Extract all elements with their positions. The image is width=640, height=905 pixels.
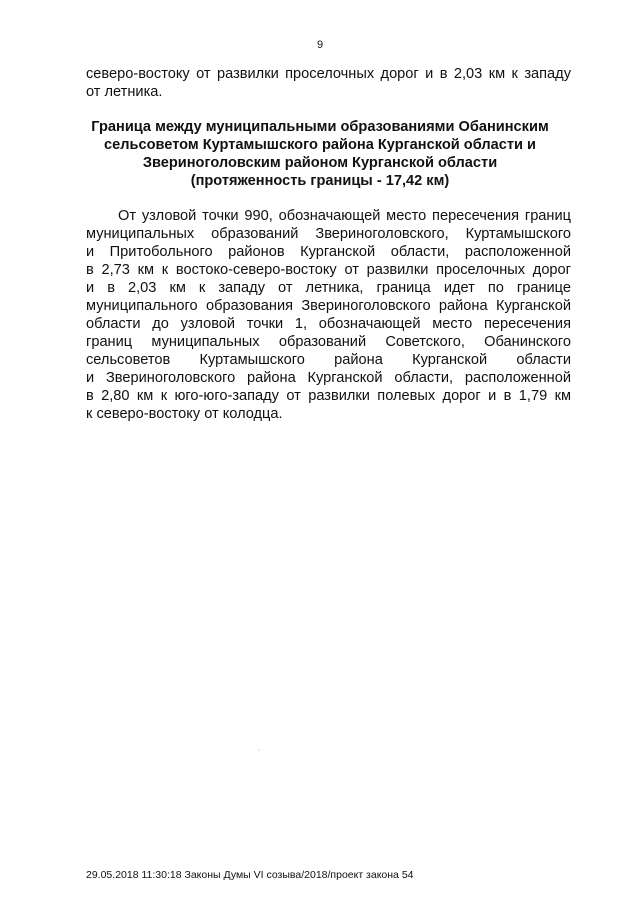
section-heading-line-4: (протяженность границы - 17,42 км) [190, 173, 450, 189]
body-line-1: От узловой точки 990, обозначающей место пересечения границ [118, 208, 571, 224]
footer-stamp: 29.05.2018 11:30:18 Законы Думы VI созыва/2018/проект закона 54 [86, 869, 414, 881]
section-heading-line-3: Звериноголовским районом Курганской области [142, 155, 498, 171]
page-number: 9 [316, 39, 324, 51]
stray-mark: ˎ [258, 744, 261, 751]
intro-line-2: от летника. [86, 84, 163, 100]
body-line-8: границ муниципальных образований Советского, Обанинского [86, 334, 571, 350]
intro-line-1: северо-востоку от развилки проселочных дорог и в 2,03 км к западу [86, 66, 571, 82]
section-heading-line-2: сельсоветом Куртамышского района Курганской области и [103, 137, 536, 153]
body-line-4: в 2,73 км к востоко-северо-востоку от развилки проселочных дорог [86, 262, 571, 278]
body-line-3: и Притобольного районов Курганской области, расположенной [86, 244, 571, 260]
body-line-10: и Звериноголовского района Курганской области, расположенной [86, 370, 571, 386]
body-line-5: и в 2,03 км к западу от летника, граница идет по границе [86, 280, 571, 296]
body-line-7: области до узловой точки 1, обозначающей место пересечения [86, 316, 571, 332]
body-line-2: муниципальных образований Звериноголовского, Куртамышского [86, 226, 571, 242]
body-line-9: сельсоветов Куртамышского района Курганской области [86, 352, 571, 368]
body-line-6: муниципального образования Звериноголовского района Курганской [86, 298, 571, 314]
body-line-12: к северо-востоку от колодца. [86, 406, 283, 422]
body-line-11: в 2,80 км к юго-юго-западу от развилки полевых дорог и в 1,79 км [86, 388, 571, 404]
section-heading-line-1: Граница между муниципальными образованиями Обанинским [91, 119, 549, 135]
